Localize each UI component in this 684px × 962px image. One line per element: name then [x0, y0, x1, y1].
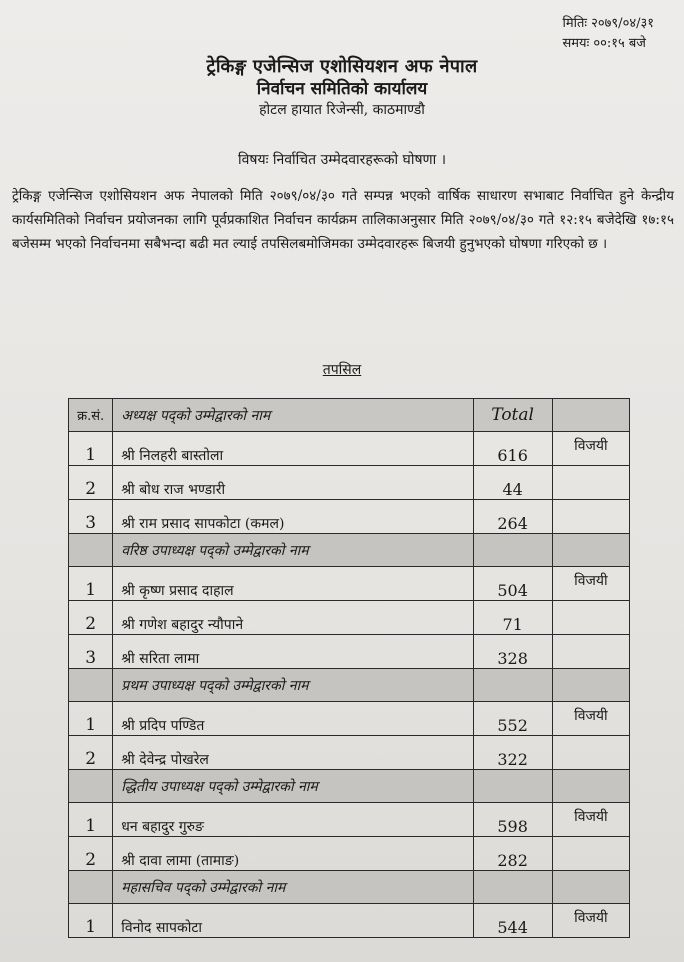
serial-number: 1 [69, 432, 113, 466]
serial-number: 3 [69, 635, 113, 669]
section-title: वरिष्ठ उपाध्यक्ष पद्को उम्मेद्वारको नाम [113, 534, 473, 567]
office-name: निर्वाचन समितिको कार्यालय [256, 79, 428, 99]
candidate-row [69, 432, 630, 466]
candidate-name: धन बहादुर गुरुङ [113, 803, 473, 837]
candidate-row [69, 466, 630, 500]
serial-number: 2 [69, 837, 113, 871]
table-header-row [69, 399, 630, 432]
section-total-cell [473, 534, 552, 567]
candidate-name: श्री दावा लामा (तामाङ) [113, 837, 473, 871]
vote-total: 616 [473, 432, 552, 466]
section-sn-cell [69, 669, 113, 702]
winner-status: विजयी [552, 803, 629, 837]
subject-line: विषयः निर्वाचित उम्मेदवारहरूको घोषणा । [237, 152, 447, 168]
candidate-row [69, 601, 630, 635]
candidate-row [69, 500, 630, 534]
vote-total: 71 [473, 601, 552, 635]
section-status-cell [552, 871, 629, 904]
candidate-row [69, 736, 630, 770]
serial-number: 1 [69, 567, 113, 601]
serial-number: 2 [69, 601, 113, 635]
venue: होटल हायात रिजेन्सी, काठमाण्डौ [259, 102, 425, 118]
candidate-row [69, 904, 630, 938]
section-header-row [69, 534, 630, 567]
candidate-name: श्री बोध राज भण्डारी [113, 466, 473, 500]
candidate-name: श्री गणेश बहादुर न्यौपाने [113, 601, 473, 635]
candidate-row [69, 803, 630, 837]
candidate-row [69, 837, 630, 871]
section-sn-cell [69, 871, 113, 904]
section-total-cell [473, 770, 552, 803]
candidate-name: श्री प्रदिप पण्डित [113, 702, 473, 736]
results-body [69, 432, 630, 938]
candidate-name: श्री राम प्रसाद सापकोटा (कमल) [113, 500, 473, 534]
section-status-cell [552, 669, 629, 702]
serial-number: 2 [69, 736, 113, 770]
header-sn: क्र.सं. [69, 399, 113, 432]
winner-status [552, 601, 629, 635]
announcement-paragraph: ट्रेकिङ्ग एजेन्सिज एशोसियशन अफ नेपालको मिति २०७९/०४/३० गते सम्पन्न भएको वार्षिक साधारण सभाबाट निर्वाचित हुने केन्द्रीय कार्यसमितिको निर्वाचन प्रयोजनका लागि पूर्वप्रकाशित निर्वाचन कार्यक्रम तालिकाअनुसार मिति २०७९/०४/३० गते १२:१५ बजेदेखि १७:१५ बजेसम्म भएको निर्वाचनमा सबैभन्दा बढी मत ल्याई तपसिलबमोजिमका उम्मेदवारहरू बिजयी हुनुभएको घोषणा गरिएको छ । [12, 188, 674, 252]
serial-number: 2 [69, 466, 113, 500]
winner-status: विजयी [552, 432, 629, 466]
serial-number: 1 [69, 702, 113, 736]
section-header-row [69, 669, 630, 702]
winner-status: विजयी [552, 702, 629, 736]
candidate-row [69, 702, 630, 736]
section-sn-cell [69, 534, 113, 567]
results-table [68, 398, 630, 938]
date-time-block [562, 14, 654, 54]
section-sn-cell [69, 770, 113, 803]
section-status-cell [552, 770, 629, 803]
vote-total: 552 [473, 702, 552, 736]
section-title: द्धितीय उपाध्यक्ष पद्को उम्मेद्वारको नाम [113, 770, 473, 803]
section-title: प्रथम उपाध्यक्ष पद्को उम्मेद्वारको नाम [113, 669, 473, 702]
vote-total: 544 [473, 904, 552, 938]
candidate-row [69, 635, 630, 669]
candidate-name: विनोद सापकोटा [113, 904, 473, 938]
candidate-name: श्री देवेन्द्र पोखरेल [113, 736, 473, 770]
time-line: समयः ००:१५ बजे [562, 36, 646, 51]
winner-status [552, 466, 629, 500]
organization-name: ट्रेकिङ्ग एजेन्सिज एशोसियशन अफ नेपाल [206, 56, 478, 77]
date-line: मितिः २०७९/०४/३१ [562, 16, 654, 31]
vote-total: 504 [473, 567, 552, 601]
header-total: Total [473, 399, 552, 432]
vote-total: 598 [473, 803, 552, 837]
candidate-name: श्री निलहरी बास्तोला [113, 432, 473, 466]
section-total-cell [473, 871, 552, 904]
section-total-cell [473, 669, 552, 702]
section-title: महासचिव पद्को उम्मेद्वारको नाम [113, 871, 473, 904]
letterhead [0, 56, 684, 120]
winner-status [552, 500, 629, 534]
serial-number: 1 [69, 803, 113, 837]
vote-total: 322 [473, 736, 552, 770]
vote-total: 264 [473, 500, 552, 534]
vote-total: 282 [473, 837, 552, 871]
section-status-cell [552, 534, 629, 567]
serial-number: 3 [69, 500, 113, 534]
candidate-row [69, 567, 630, 601]
winner-status: विजयी [552, 567, 629, 601]
candidate-name: श्री सरिता लामा [113, 635, 473, 669]
candidate-name: श्री कृष्ण प्रसाद दाहाल [113, 567, 473, 601]
vote-total: 44 [473, 466, 552, 500]
vote-total: 328 [473, 635, 552, 669]
winner-status [552, 635, 629, 669]
section-header-row [69, 770, 630, 803]
header-name: अध्यक्ष पद्को उम्मेद्वारको नाम [113, 399, 473, 432]
winner-status [552, 736, 629, 770]
winner-status: विजयी [552, 904, 629, 938]
winner-status [552, 837, 629, 871]
header-status [552, 399, 629, 432]
details-heading: तपसिल [322, 362, 362, 378]
section-header-row [69, 871, 630, 904]
serial-number: 1 [69, 904, 113, 938]
